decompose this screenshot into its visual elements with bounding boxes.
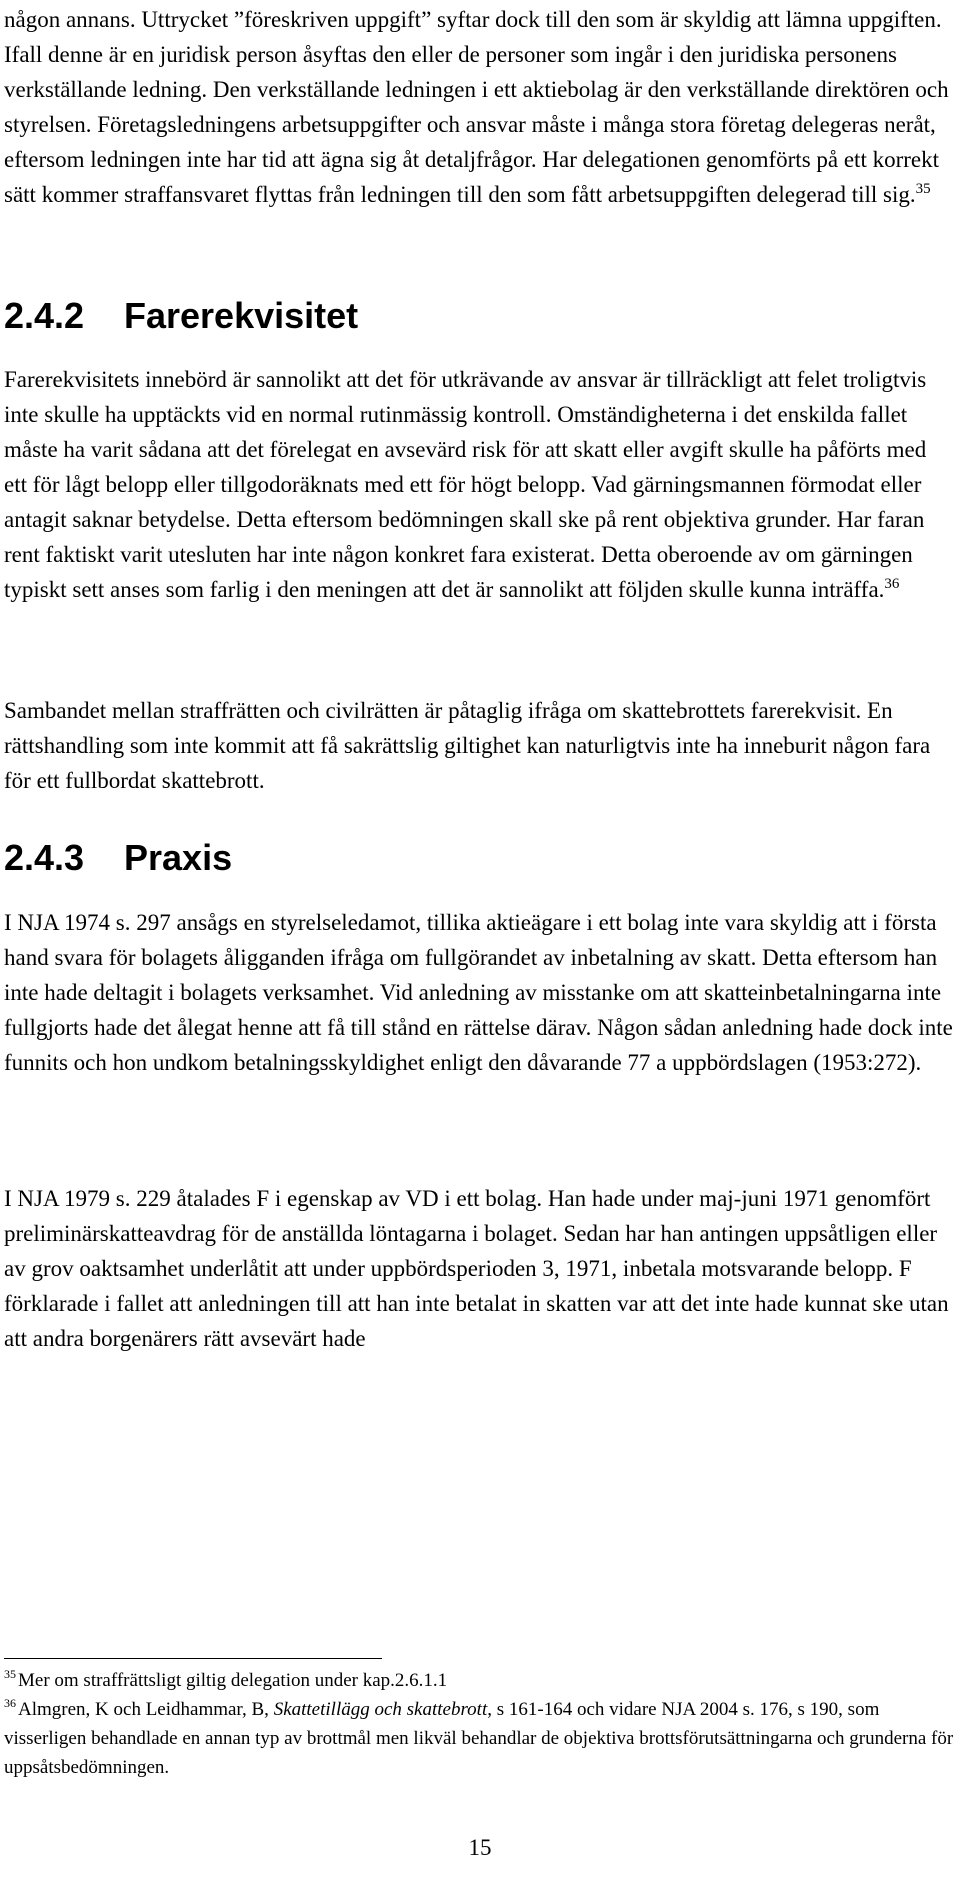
praxis-paragraph-2: I NJA 1979 s. 229 åtalades F i egenskap av VD i ett bolag. Han hade under maj-juni 1971 genomfört preliminärskatteavdrag för de anställda löntagarna i bolaget. Sedan har han antingen uppsåtligen eller av grov oaktsamhet underlåtit att under uppbördsperioden 3, 1971, inbetala motsvarande belopp. F förklarade i fallet att anledningen till att han inte betalat in skatten var att det inte hade kunnat ske utan att andra borgenärers rätt avsevärt hade	[4, 1186, 949, 1351]
paragraph-text: Farerekvisitets innebörd är sannolikt att det för utkrävande av ansvar är tillräckligt att felet troligtvis inte skulle ha upptäckts vid en normal rutinmässig kontroll. Omständigheterna i det enskilda fallet måste ha varit sådana att det förelegat en avsevärd risk för att skatt eller avgift skulle ha påförts med ett för lågt belopp eller tillgodoräknats med ett för högt belopp. Vad gärningsmannen förmodat eller antagit saknar betydelse. Detta eftersom bedömningen skall ske på rent objektiva grunder. Har faran rent faktiskt varit utesluten har inte någon konkret fara existerat. Detta oberoende av om gärningen typiskt sett anses som farlig i den meningen att det är sannolikt att följden skulle kunna inträffa.	[4, 367, 927, 602]
section-heading-praxis	[4, 838, 232, 878]
footnote-book-title: Skattetillägg och skattebrott	[273, 1699, 488, 1720]
praxis-paragraph-1: I NJA 1974 s. 297 ansågs en styrelseledamot, tillika aktieägare i ett bolag inte vara skyldig att i första hand svara för bolagets åligganden ifråga om fullgörandet av inbetalning av skatt. Detta eftersom han inte hade deltagit i bolagets verksamhet. Vid anledning av misstanke om att skatteinbetalningarna inte fullgjorts hade det ålegat henne att få till stånd en rättelse därav. Någon sådan anledning hade dock inte funnits och hon undkom betalningsskyldighet enligt den dåvarande 77 a uppbördslagen (1953:272).	[4, 910, 953, 1075]
section-heading-farerekvisitet	[4, 296, 358, 336]
section-number: 2.4.3	[4, 837, 85, 878]
footnote-text-end: , s 161-164 och vidare NJA 2004 s. 176, s 190, som visserligen behandlade en annan typ av brottmål men likväl behandlar de objektiva brottsförutsättningarna och grunderna för uppsåtsbedömningen.	[4, 1699, 954, 1778]
page-number: 15	[468, 1835, 492, 1860]
footnote-separator	[4, 1658, 382, 1659]
section-title: Praxis	[124, 837, 233, 878]
footnote-number: 36	[4, 1696, 16, 1710]
intro-paragraph	[4, 2, 954, 212]
footnote-text-start: Almgren, K och Leidhammar, B,	[18, 1699, 274, 1720]
footnote-ref-36[interactable]: 36	[884, 576, 900, 592]
footnote-ref-35[interactable]: 35	[915, 181, 931, 197]
footnote-number: 35	[4, 1667, 16, 1681]
footnote-35	[4, 1666, 954, 1695]
intro-text: någon annans. Uttrycket ”föreskriven uppgift” syftar dock till den som är skyldig att lämna uppgiften. Ifall denne är en juridisk person åsyftas den eller de personer som ingår i den juridiska personens verkställande ledning. Den verkställande ledningen i ett aktiebolag är den verkställande direktören och styrelsen. Företagsledningens arbetsuppgifter och ansvar måste i många stora företag delegeras neråt, eftersom ledningen inte har tid att ägna sig åt detaljfrågor. Har delegationen genomförts på ett korrekt sätt kommer straffansvaret flyttas från ledningen till den som fått arbetsuppgiften delegerad till sig.	[4, 7, 949, 207]
farerekvisitet-paragraph-2: Sambandet mellan straffrätten och civilrätten är påtaglig ifråga om skattebrottets farerekvisit. En rättshandling som inte kommit att få sakrättslig giltighet kan naturligtvis inte ha inneburit någon fara för ett fullbordat skattebrott.	[4, 698, 931, 793]
footnote-36	[4, 1695, 954, 1782]
section-number: 2.4.2	[4, 295, 85, 336]
footnote-text: Mer om straffrättsligt giltig delegation under kap.2.6.1.1	[18, 1670, 448, 1691]
farerekvisitet-paragraph-1	[4, 362, 954, 607]
section-title: Farerekvisitet	[124, 295, 359, 336]
